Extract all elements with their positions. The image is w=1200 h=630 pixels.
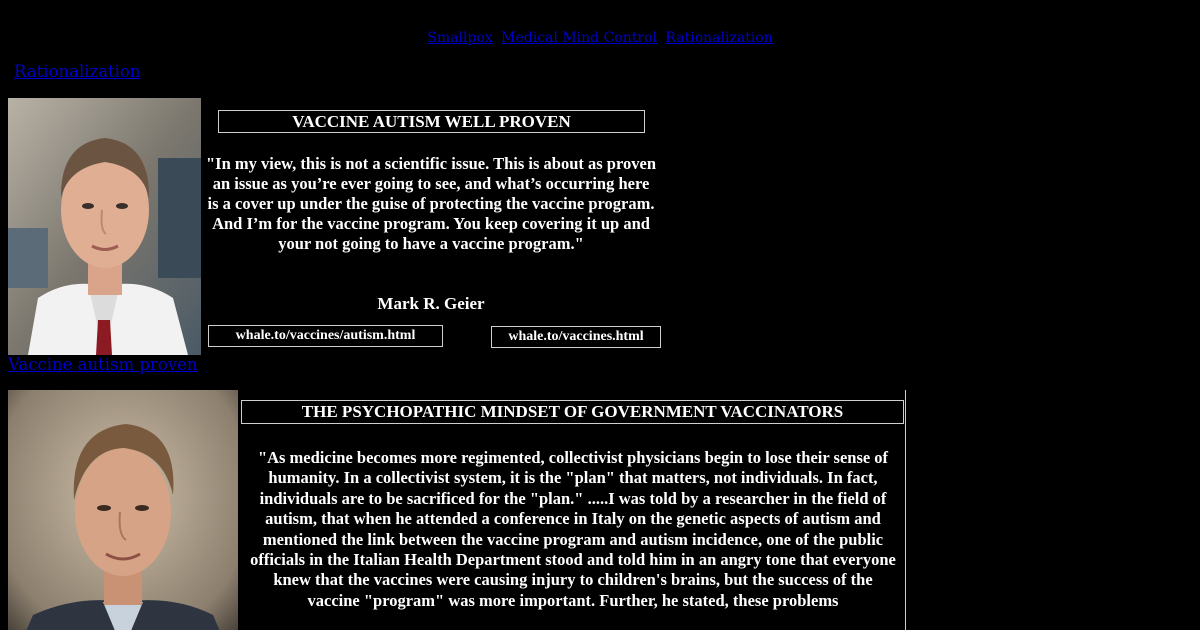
autism-banner-image[interactable] [8,98,668,356]
banner-border [905,390,906,630]
url-label-autism: whale.to/vaccines/autism.html [208,325,443,347]
portrait-photo-doctor [8,390,238,630]
rationalization-link[interactable]: Rationalization [14,62,141,81]
quote-text: "As medicine becomes more regimented, collectivist physicians begin to lose their sense of humanity. In a collectivist system, it is the "plan" that matters, not individuals. In fact, individuals are to be sacrificed for the "plan." .....I was told by a researcher in the field of autism, that when he attended a conference in Italy on the genetic aspects of autism and mentioned the link between the vaccine program and autism incidence, one of the public officials in the Italian Health Department stood and told him in an angry tone that everyone knew that the vaccines were causing injury to children's brains, but the success of the vaccine "program" was more important. Further, he stated, these problems [250,448,896,610]
url-label-vaccines: whale.to/vaccines.html [491,326,661,348]
nav-link-rationalization[interactable]: Rationalization [665,30,773,46]
top-navigation [0,30,1200,46]
quote-text: "In my view, this is not a scientific issue. This is about as proven an issue as you’re ever going to see, and what’s occurring here is a cover up under the guise of protecting the vaccine program. And I’m for the vaccine program. You keep covering it up and your not going to have a vaccine program." [206,154,656,253]
banner-title: THE PSYCHOPATHIC MINDSET OF GOVERNMENT VACCINATORS [241,400,904,424]
vaccinators-banner-image [8,390,906,630]
nav-link-medical-mind-control[interactable]: Medical Mind Control [501,30,657,46]
nav-link-smallpox[interactable]: Smallpox [427,30,493,46]
vaccine-autism-proven-link[interactable]: Vaccine autism proven [8,355,198,374]
portrait-photo-geier [8,98,201,355]
quote-author: Mark R. Geier [377,294,485,313]
banner-title: VACCINE AUTISM WELL PROVEN [218,110,645,133]
